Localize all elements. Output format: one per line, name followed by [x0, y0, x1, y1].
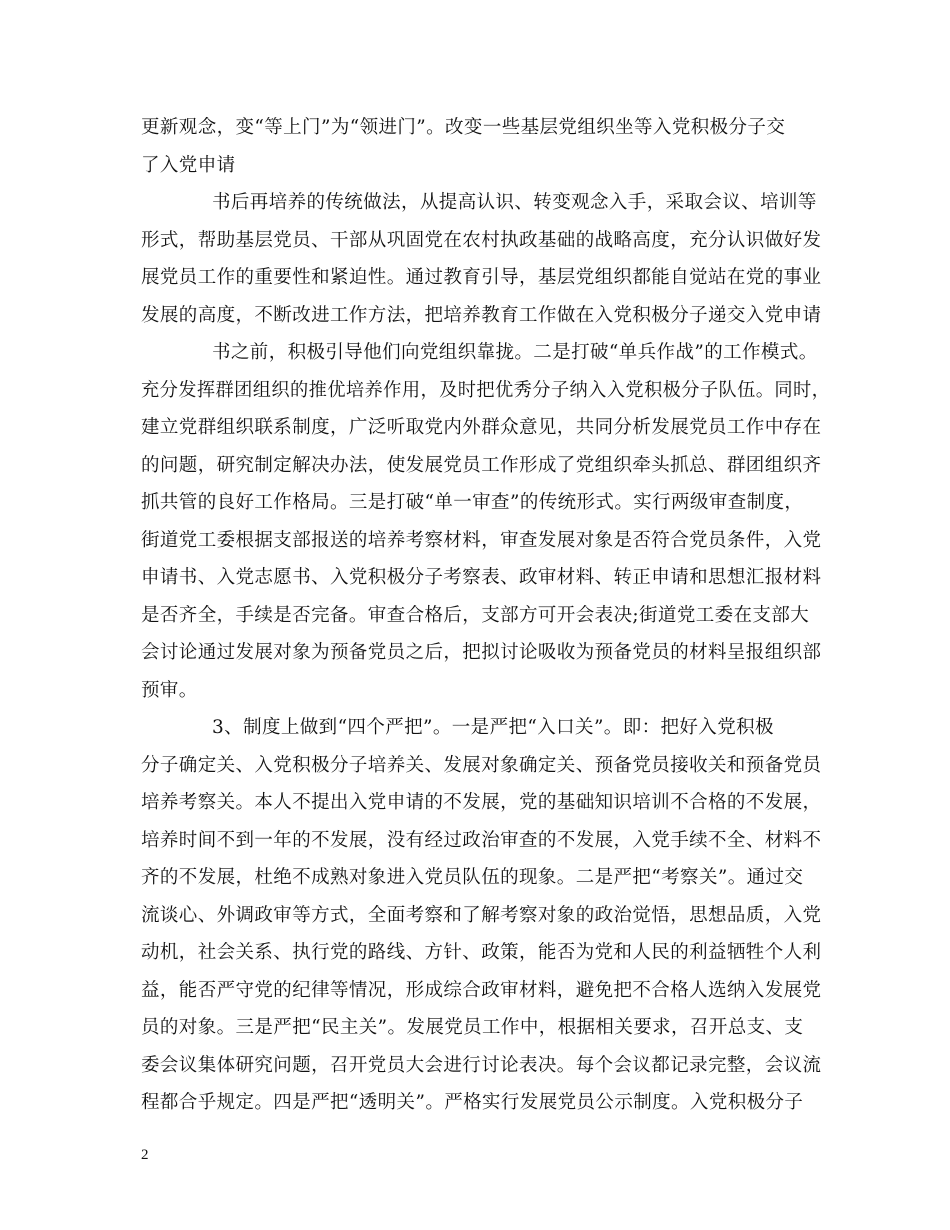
text-line: 发展的高度，不断改进工作方法，把培养教育工作做在入党积极分子递交入党申请 [141, 305, 822, 326]
text-line: 培养时间不到一年的不发展，没有经过政治审查的不发展，入党手续不全、材料不 [141, 830, 822, 851]
text-line: 街道党工委根据支部报送的培养考察材料，审查发展对象是否符合党员条件，入党 [141, 530, 822, 551]
text-line: 的问题，研究制定解决办法，使发展党员工作形成了党组织牵头抓总、群团组织齐 [141, 455, 822, 476]
text-line: 员的对象。三是严把“民主关”。发展党员工作中，根据相关要求，召开总支、支 [141, 1017, 804, 1038]
text-line: 更新观念，变“等上门”为“领进门”。改变一些基层党组织坐等入党积极分子交 [141, 117, 786, 138]
text-line: 展党员工作的重要性和紧迫性。通过教育引导，基层党组织都能自觉站在党的事业 [141, 267, 822, 288]
page-number: 2 [141, 1147, 149, 1163]
text-line: 益，能否严守党的纪律等情况，形成综合政审材料，避免把不合格人选纳入发展党 [141, 980, 822, 1001]
text-line: 书之前，积极引导他们向党组织靠拢。二是打破“单兵作战”的工作模式。 [212, 342, 818, 363]
text-line: 预审。 [141, 680, 198, 701]
text-line: 程都合乎规定。四是严把“透明关”。严格实行发展党员公示制度。入党积极分子 [141, 1092, 804, 1113]
text-line: 建立党群组织联系制度，广泛听取党内外群众意见，共同分析发展党员工作中存在 [141, 417, 822, 438]
text-line: 形式，帮助基层党员、干部从巩固党在农村执政基础的战略高度，充分认识做好发 [141, 230, 822, 251]
text-line: 分子确定关、入党积极分子培养关、发展对象确定关、预备党员接收关和预备党员 [141, 755, 822, 776]
text-line: 抓共管的良好工作格局。三是打破“单一审查”的传统形式。实行两级审查制度， [141, 492, 804, 513]
text-line: 培养考察关。本人不提出入党申请的不发展，党的基础知识培训不合格的不发展， [141, 792, 822, 813]
text-line: 充分发挥群团组织的推优培养作用，及时把优秀分子纳入入党积极分子队伍。同时， [141, 380, 831, 401]
text-line: 委会议集体研究问题，召开党员大会进行讨论表决。每个会议都记录完整，会议流 [141, 1055, 822, 1076]
text-line: 齐的不发展，杜绝不成熟对象进入党员队伍的现象。二是严把“考察关”。通过交 [141, 867, 804, 888]
text-line: 了入党申请 [141, 155, 236, 176]
text-line: 是否齐全，手续是否完备。审查合格后，支部方可开会表决;街道党工委在支部大 [141, 605, 810, 626]
text-line: 申请书、入党志愿书、入党积极分子考察表、政审材料、转正申请和思想汇报材料 [141, 567, 822, 588]
text-line: 3、制度上做到“四个严把”。一是严把“入口关”。即：把好入党积极 [212, 717, 774, 738]
text-line: 书后再培养的传统做法，从提高认识、转变观念入手，采取会议、培训等 [212, 192, 817, 213]
text-line: 会讨论通过发展对象为预备党员之后，把拟讨论吸收为预备党员的材料呈报组织部 [141, 642, 822, 663]
text-line: 动机，社会关系、执行党的路线、方针、政策，能否为党和人民的利益牺牲个人利 [141, 942, 822, 963]
text-line: 流谈心、外调政审等方式，全面考察和了解考察对象的政治觉悟，思想品质，入党 [141, 905, 822, 926]
